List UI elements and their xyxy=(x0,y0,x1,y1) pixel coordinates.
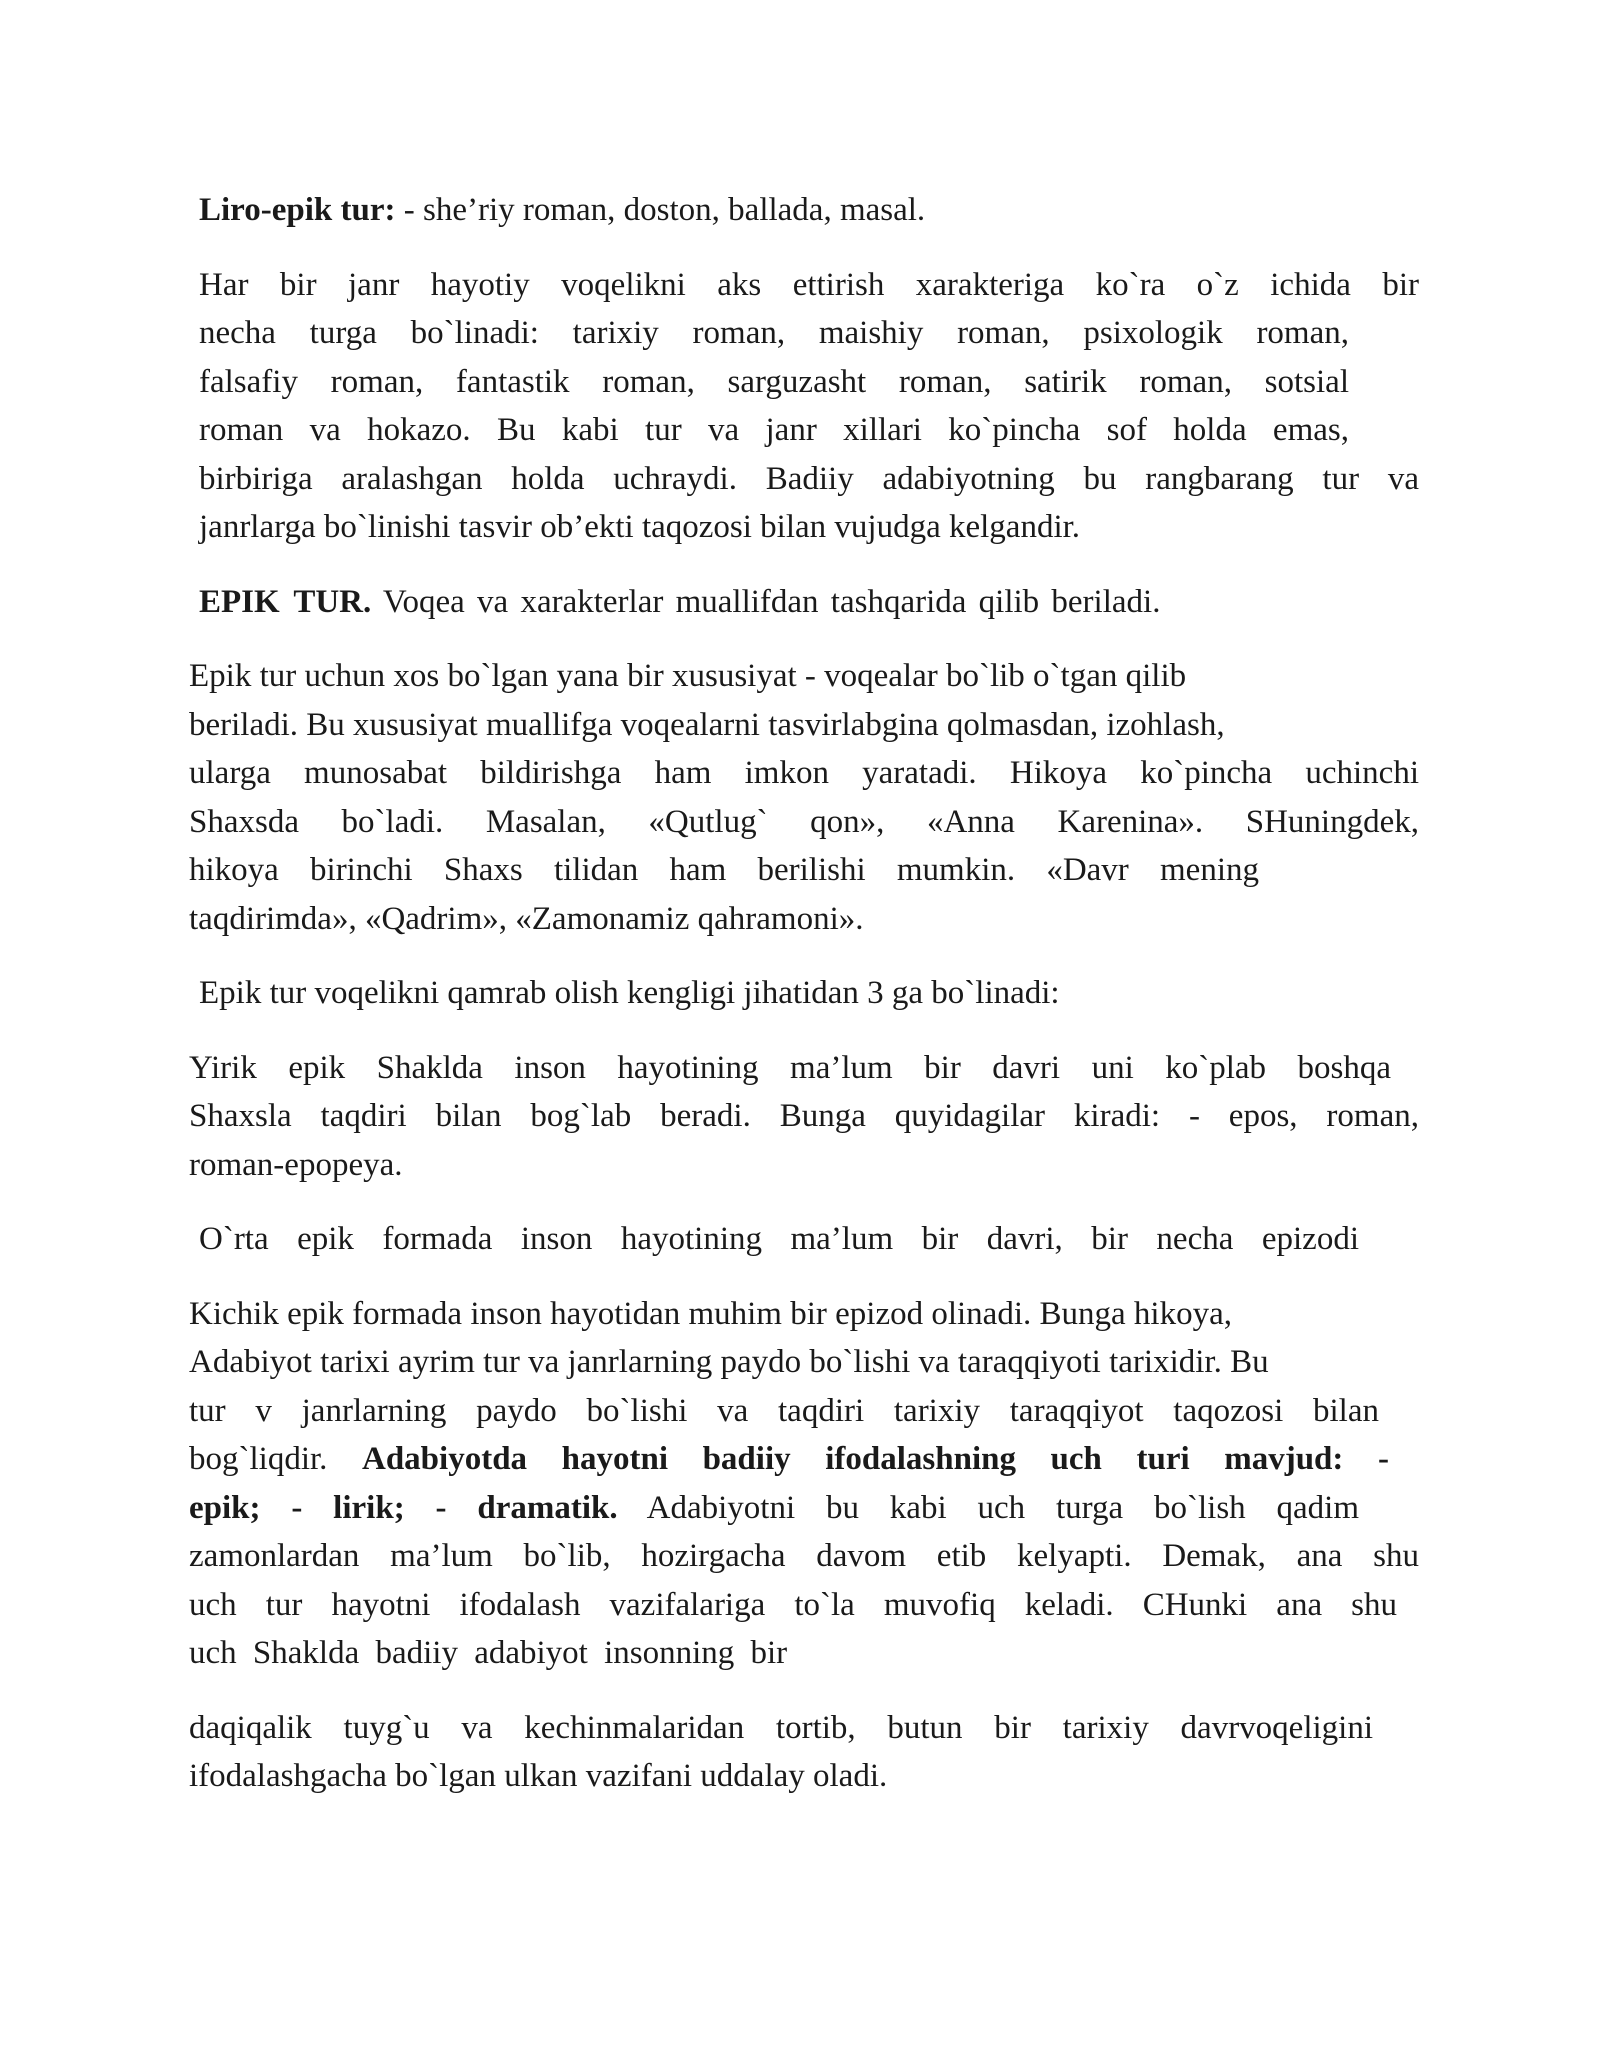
text-line: roman va hokazo. Bu kabi tur va janr xillari ko`pincha sof holda emas, xyxy=(199,412,1349,448)
text-line: beriladi. Bu xususiyat muallifga voqealarni tasvirlabgina qolmasdan, izohlash, xyxy=(189,706,1225,743)
epik-tur-definition: Voqea va xarakterlar muallifdan tashqarida qilib beriladi. xyxy=(371,583,1161,620)
text-fragment: bog`liqdir. xyxy=(189,1441,362,1477)
text-line: ifodalashgacha bo`lgan ulkan vazifani uddalay oladi. xyxy=(189,1758,888,1794)
text-line: taqdirimda», «Qadrim», «Zamonamiz qahramoni». xyxy=(189,900,864,937)
term-epik-tur: EPIK TUR. xyxy=(199,583,372,620)
paragraph-liro-epik xyxy=(189,186,1419,235)
paragraph-daqiqalik xyxy=(189,1704,1419,1801)
text-line: birbiriga aralashgan holda uchraydi. Badiiy adabiyotning bu rangbarang tur va xyxy=(199,460,1419,497)
text-line xyxy=(189,1435,1419,1484)
epik-bolinish-text: Epik tur voqelikni qamrab olish kengligi jihatidan 3 ga bo`linadi: xyxy=(199,975,1060,1011)
text-line: uch tur hayotni ifodalash vazifalariga to`la muvofiq keladi. CHunki ana shu xyxy=(189,1586,1397,1623)
text-line: Epik tur uchun xos bo`lgan yana bir xususiyat - voqealar bo`lib o`tgan qilib xyxy=(189,658,1187,694)
text-line: tur v janrlarning paydo bo`lishi va taqdiri tarixiy taraqqiyot taqozosi bilan xyxy=(189,1392,1379,1429)
paragraph-epik-tur xyxy=(189,578,1419,627)
text-line: janrlarga bo`linishi tasvir ob’ekti taqozosi bilan vujudga kelgandir. xyxy=(199,509,1081,545)
emphasis-adabiyot-turlari: Adabiyotda hayotni badiiy ifodalashning uch turi mavjud: - xyxy=(362,1441,1389,1477)
text-line: Kichik epik formada inson hayotidan muhim bir epizod olinadi. Bunga hikoya, xyxy=(189,1295,1232,1332)
text-line: daqiqalik tuyg`u va kechinmalaridan tortib, butun bir tarixiy davrvoqeligini xyxy=(189,1709,1373,1746)
emphasis-epik-lirik-dramatik: epik; - lirik; - dramatik. xyxy=(189,1489,618,1526)
text-line: Har bir janr hayotiy voqelikni aks ettirish xarakteriga ko`ra o`z ichida bir xyxy=(199,266,1419,303)
text-line: Adabiyot tarixi ayrim tur va janrlarning paydo bo`lishi va taraqqiyoti tarixidir. Bu xyxy=(189,1344,1269,1380)
paragraph-orta-epik xyxy=(189,1215,1419,1264)
text-line xyxy=(189,1484,1419,1533)
document-body xyxy=(189,186,1419,1827)
orta-epik-text: O`rta epik formada inson hayotining ma’lum bir davri, bir necha epizodi xyxy=(199,1221,1359,1257)
text-line: necha turga bo`linadi: tarixiy roman, maishiy roman, psixologik roman, xyxy=(199,315,1349,351)
text-fragment: Adabiyotni bu kabi uch turga bo`lish qadim xyxy=(617,1489,1359,1526)
text-line: Shaxsla taqdiri bilan bog`lab beradi. Bunga quyidagilar kiradi: - epos, roman, xyxy=(189,1098,1419,1134)
text-line: ularga munosabat bildirishga ham imkon yaratadi. Hikoya ko`pincha uchinchi xyxy=(189,755,1419,791)
liro-epik-definition: - she’riy roman, doston, ballada, masal. xyxy=(395,192,926,228)
text-line: zamonlardan ma’lum bo`lib, hozirgacha davom etib kelyapti. Demak, ana shu xyxy=(189,1538,1419,1574)
text-line: hikoya birinchi Shaxs tilidan ham berilishi mumkin. «Davr mening xyxy=(189,852,1259,888)
term-liro-epik: Liro-epik tur: xyxy=(199,192,396,228)
paragraph-kichik-epik xyxy=(189,1290,1419,1678)
text-line: uch Shaklda badiiy adabiyot insonning bir xyxy=(189,1635,788,1671)
paragraph-epik-bolinish xyxy=(189,969,1419,1018)
text-line: roman-epopeya. xyxy=(189,1146,403,1183)
paragraph-janr-turlari xyxy=(189,261,1419,552)
text-line: falsafiy roman, fantastik roman, sarguzasht roman, satirik roman, sotsial xyxy=(199,363,1349,400)
text-line: Yirik epik Shaklda inson hayotining ma’lum bir davri uni ko`plab boshqa xyxy=(189,1049,1391,1086)
paragraph-epik-xususiyat xyxy=(189,652,1419,943)
paragraph-yirik-epik xyxy=(189,1044,1419,1190)
text-line: Shaxsda bo`ladi. Masalan, «Qutlug` qon», «Anna Karenina». SHuningdek, xyxy=(189,803,1419,840)
